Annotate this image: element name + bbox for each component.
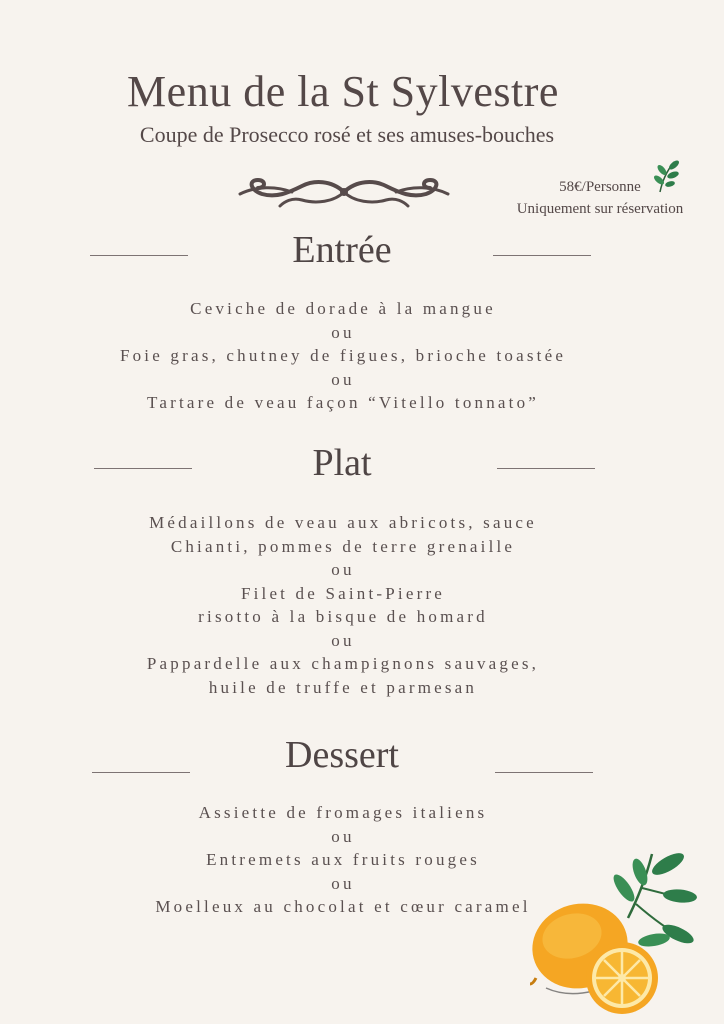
lemon-branch-icon [528,848,704,1018]
list-item: Moelleux au chocolat et cœur caramel [155,897,531,916]
list-item: Filet de Saint-Pierre [240,583,446,603]
list-item: ou [331,322,355,342]
list-item: Ceviche de dorade à la mangue [190,299,496,318]
list-item: ou [331,560,355,579]
price-info [500,176,700,220]
section-title-plat: Plat [312,442,372,484]
reservation-note: Uniquement sur réservation [516,201,684,217]
entree-list [0,297,686,415]
list-item: Médaillons de veau aux abricots, sauce [149,513,537,532]
list-item: huile de truffe et parmesan [208,677,478,697]
list-item: Tartare de veau façon “Vitello tonnato” [146,393,540,412]
list-item: ou [331,369,355,389]
list-item: ou [331,873,355,893]
list-item: risotto à la bisque de homard [198,607,488,626]
price-label: 58€/Personne [559,179,641,195]
section-title-entree: Entrée [292,229,392,271]
list-item: Assiette de fromages italiens [198,803,488,822]
list-item: Pappardelle aux champignons sauvages, [146,654,540,673]
menu-title: Menu de la St Sylvestre [127,67,559,116]
plat-list [0,511,686,699]
list-item: Entremets aux fruits rouges [206,850,480,869]
list-item: Foie gras, chutney de figues, brioche toastée [119,346,567,365]
list-item: Chianti, pommes de terre grenaille [170,536,516,556]
scroll-ornament-icon [236,172,452,212]
list-item: ou [331,630,355,650]
menu-subtitle: Coupe de Prosecco rosé et ses amuses-bouches [139,122,555,147]
section-title-dessert: Dessert [285,734,399,776]
list-item: ou [331,826,355,846]
